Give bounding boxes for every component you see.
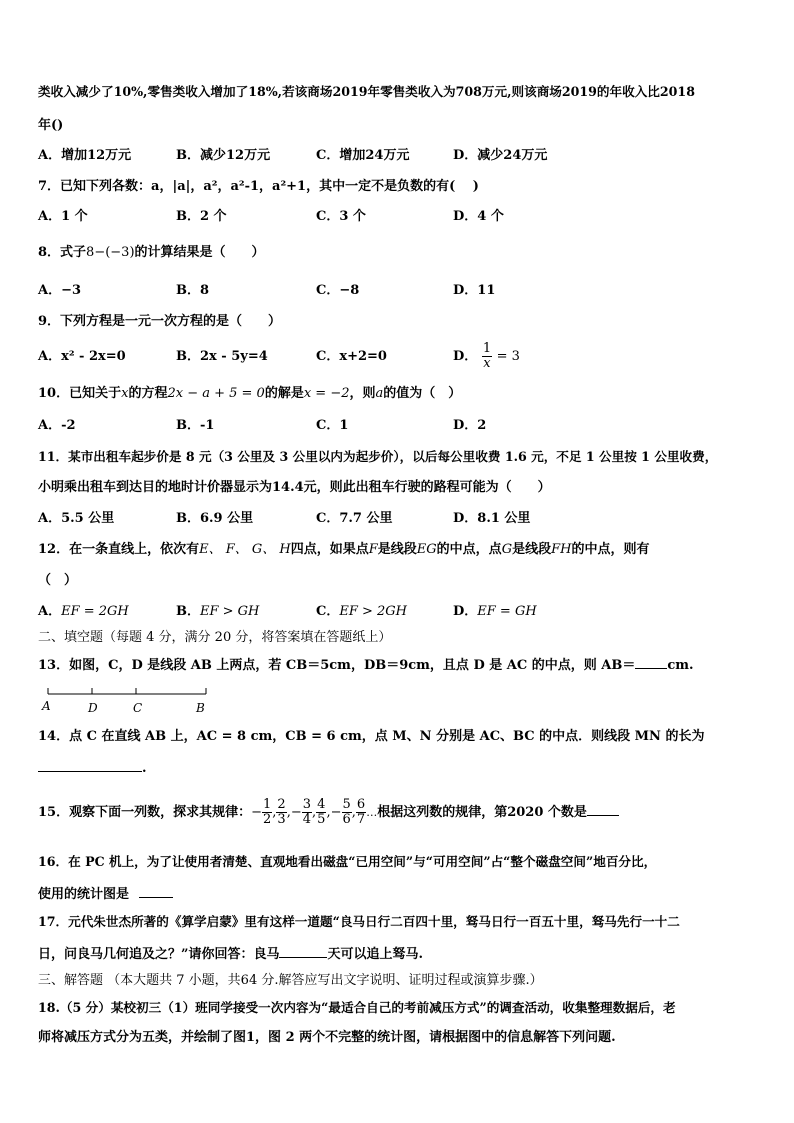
q7-option-d: D．4 个: [453, 209, 504, 224]
q12-stem: [38, 542, 649, 558]
q15-ellipsis: …: [366, 806, 378, 819]
section-3-heading: 三、解答题 （本大题共 7 小题，共64 分.解答应写出文字说明、证明过程或演算步骤.）: [38, 973, 543, 988]
q12-option-c-label: C．: [316, 604, 340, 619]
q6-option-c: C．增加24万元: [316, 148, 410, 163]
q9-option-d-fraction: [482, 342, 492, 371]
q12-option-b: [176, 604, 259, 620]
q10-option-d: D．2: [453, 418, 487, 433]
q11-option-a: A．5.5 公里: [38, 511, 115, 526]
q15-term-denominator: 6: [342, 812, 351, 827]
label-d: D: [88, 701, 98, 715]
q11-line2: 小明乘出租车到达目的地时计价器显示为14.4元，则此出租车行驶的路程可能为（ ）: [38, 480, 551, 495]
q15-term-separator: ,: [326, 805, 331, 820]
q15-stem: [38, 796, 619, 830]
q15-term-denominator: 3: [277, 812, 286, 827]
label-b: B: [196, 701, 205, 715]
q12-option-d-label: D．: [453, 604, 478, 619]
q11-line1: 11．某市出租车起步价是 8 元（3 公里及 3 公里以内为起步价），以后每公里收费 1.6 元，不足 1 公里按 1 公里收费，: [38, 449, 718, 464]
q12-option-a-expr: EF = 2GH: [61, 604, 129, 619]
q15-term-fraction: [342, 798, 352, 827]
q11-option-d: D．8.1 公里: [453, 511, 531, 526]
q17-text-b: 天可以追上驽马.: [327, 947, 424, 962]
q10-option-c: C．1: [316, 418, 349, 433]
q9-d-numerator: 1: [482, 341, 492, 356]
q15-sequence: [251, 797, 366, 827]
q12-option-a-label: A．: [38, 604, 62, 619]
q15-term-numerator: 3: [302, 797, 312, 812]
q7-stem: 7．已知下列各数：a，|a|，a²，a²-1，a²+1，其中一定不是负数的有( ): [38, 179, 479, 194]
q9-option-a: A．x² - 2x=0: [38, 349, 126, 364]
q9-d-denominator: x: [483, 356, 491, 371]
q8-stem: [38, 245, 265, 261]
q7-option-c: C．3 个: [316, 209, 366, 224]
label-a: A: [42, 699, 51, 713]
label-c: C: [133, 701, 143, 715]
q10-text-3: 的解是: [264, 386, 304, 401]
q7-option-a: A．1 个: [38, 209, 88, 224]
q14-end: .: [142, 761, 147, 776]
q13-unit: cm.: [667, 658, 694, 673]
q15-text-2: 根据这列数的规律，第2020 个数是: [377, 805, 587, 820]
q12-option-c: [316, 604, 407, 620]
q16-line1: 16．在 PC 机上，为了让使用者清楚、直观地看出磁盘“已用空间”与“可用空间”占“整个磁盘空间”地百分比，: [38, 854, 657, 869]
q9-option-d-label: D．: [453, 349, 478, 364]
q14-answer-blank[interactable]: [38, 759, 142, 772]
q15-term-sign: −: [251, 805, 262, 820]
q11-option-c: C．7.7 公里: [316, 511, 393, 526]
q15-term-fraction: [276, 798, 286, 827]
q15-term-sign: −: [290, 805, 302, 820]
q13-line-segment-figure: [38, 684, 218, 716]
q8-suffix: 的计算结果是（ ）: [134, 245, 265, 260]
q18-line1: 18.（5 分）某校初三（1）班同学接受一次内容为“最适合自己的考前减压方式”的调查活动，收集整理数据后，老: [38, 1000, 676, 1015]
q10-var-a: a: [375, 386, 384, 401]
q12-option-c-expr: EF > 2GH: [339, 604, 408, 619]
q12-line2: （ ）: [38, 573, 78, 588]
q12-option-d-expr: EF = GH: [477, 604, 537, 619]
q15-term-fraction: [302, 798, 312, 827]
q10-solution: x = −2: [303, 386, 350, 401]
q8-option-b: B．8: [176, 283, 210, 298]
q14-answer-line: [38, 759, 147, 777]
q15-term-denominator: 5: [317, 812, 326, 827]
q15-answer-blank[interactable]: [587, 803, 619, 816]
q12-option-b-label: B．: [176, 604, 200, 619]
q15-term-sign: −: [330, 805, 342, 820]
q15-term-numerator: 5: [342, 797, 351, 812]
q12-option-d: [453, 604, 537, 620]
q12-option-b-expr: EF > GH: [200, 604, 260, 619]
q10-var-x: x: [121, 386, 129, 401]
q15-term: [316, 797, 331, 827]
q12-point-g: G: [501, 542, 513, 557]
q13-stem: [38, 656, 694, 674]
q15-term-fraction: [356, 798, 366, 827]
q17-line2: [38, 945, 423, 963]
q10-stem: [38, 386, 461, 402]
q15-term-fraction: [316, 798, 326, 827]
q12-text-4: 的中点，点: [436, 542, 502, 557]
q15-term-numerator: 4: [317, 797, 326, 812]
q9-option-c: C．x+2=0: [316, 349, 387, 364]
q17-text-a: 日，问良马几何追及之？”请你回答：良马: [38, 947, 280, 962]
q8-prefix: 8．式子: [38, 245, 87, 260]
q10-text-5: 的值为（ ）: [383, 386, 462, 401]
q15-term-separator: ,: [351, 805, 356, 820]
q6-option-a: A．增加12万元: [38, 148, 132, 163]
q13-answer-blank[interactable]: [635, 656, 667, 669]
q8-option-d: D．11: [453, 283, 496, 298]
q10-option-a: A．-2: [38, 418, 76, 433]
q15-text-1: 15．观察下面一列数，探求其规律：: [38, 805, 252, 820]
q6-option-b: B．减少12万元: [176, 148, 271, 163]
q15-term: [356, 797, 366, 827]
q10-equation: 2x − a + 5 = 0: [167, 386, 265, 401]
q9-d-rest: = 3: [496, 349, 520, 364]
q16-line2: [38, 885, 173, 903]
q12-option-a: [38, 604, 129, 620]
q12-text-1: 12．在一条直线上，依次有: [38, 542, 200, 557]
q10-option-b: B．-1: [176, 418, 215, 433]
q10-text-4: ，则: [349, 386, 376, 401]
q12-segment-eg: EG: [416, 542, 437, 557]
q18-line2: 师将减压方式分为五类，并绘制了图1，图 2 两个不完整的统计图，请根据图中的信息解答下列问题.: [38, 1030, 616, 1045]
q15-term-denominator: 7: [356, 812, 366, 827]
q13-text: 13．如图，C，D 是线段 AB 上两点，若 CB＝5cm，DB＝9cm，且点 D 是 AC 的中点，则 AB＝: [38, 658, 636, 673]
q8-option-c: C．−8: [316, 283, 360, 298]
q8-expression: 8−(−3): [86, 245, 135, 260]
q6-line2: 年(): [38, 118, 64, 133]
q15-term-fraction: [262, 798, 272, 827]
q6-line1: 类收入减少了10%,零售类收入增加了18%,若该商场2019年零售类收入为708万元,则该商场2019的年收入比2018: [38, 84, 695, 99]
q8-option-a: A．−3: [38, 283, 82, 298]
q15-term: [330, 797, 356, 827]
q6-option-d: D．减少24万元: [453, 148, 548, 163]
q15-term-numerator: 6: [356, 797, 366, 812]
q15-term-separator: ,: [312, 805, 317, 820]
q14-stem: 14．点 C 在直线 AB 上，AC = 8 cm，CB = 6 cm，点 M、N 分别是 AC、BC 的中点．则线段 MN 的长为: [38, 729, 705, 744]
q17-line1: 17．元代朱世杰所著的《算学启蒙》里有这样一道题“良马日行二百四十里，驽马日行一百五十里，驽马先行一十二: [38, 914, 680, 929]
q15-term-denominator: 4: [302, 812, 312, 827]
q10-text-2: 的方程: [128, 386, 168, 401]
q15-term-numerator: 1: [263, 797, 272, 812]
q11-option-b: B．6.9 公里: [176, 511, 254, 526]
q16-text: 使用的统计图是: [38, 887, 130, 902]
q16-answer-blank[interactable]: [139, 885, 173, 898]
q17-answer-blank[interactable]: [279, 945, 327, 958]
section-2-heading: 二、填空题（每题 4 分，满分 20 分，将答案填在答题纸上）: [38, 630, 392, 645]
q15-term: [290, 797, 317, 827]
q12-text-5: 是线段: [512, 542, 552, 557]
q15-term: [251, 797, 277, 827]
q15-term-separator: ,: [272, 805, 277, 820]
q7-option-b: B．2 个: [176, 209, 227, 224]
q12-text-3: 是线段: [377, 542, 417, 557]
q9-stem: 9．下列方程是一元一次方程的是（ ）: [38, 314, 282, 329]
q9-option-b: B．2x - 5y=4: [176, 349, 268, 364]
q12-points: E、 F、 G、 H: [199, 542, 291, 557]
q15-term: [276, 797, 291, 827]
q12-text-6: 的中点，则有: [571, 542, 650, 557]
q10-text-1: 10．已知关于: [38, 386, 122, 401]
q15-term-denominator: 2: [263, 812, 272, 827]
q15-term-numerator: 2: [277, 797, 286, 812]
q12-point-f: F: [368, 542, 378, 557]
q9-option-d: [453, 340, 520, 374]
q12-text-2: 四点，如果点: [290, 542, 369, 557]
q15-term-separator: ,: [286, 805, 291, 820]
q12-segment-fh: FH: [551, 542, 572, 557]
